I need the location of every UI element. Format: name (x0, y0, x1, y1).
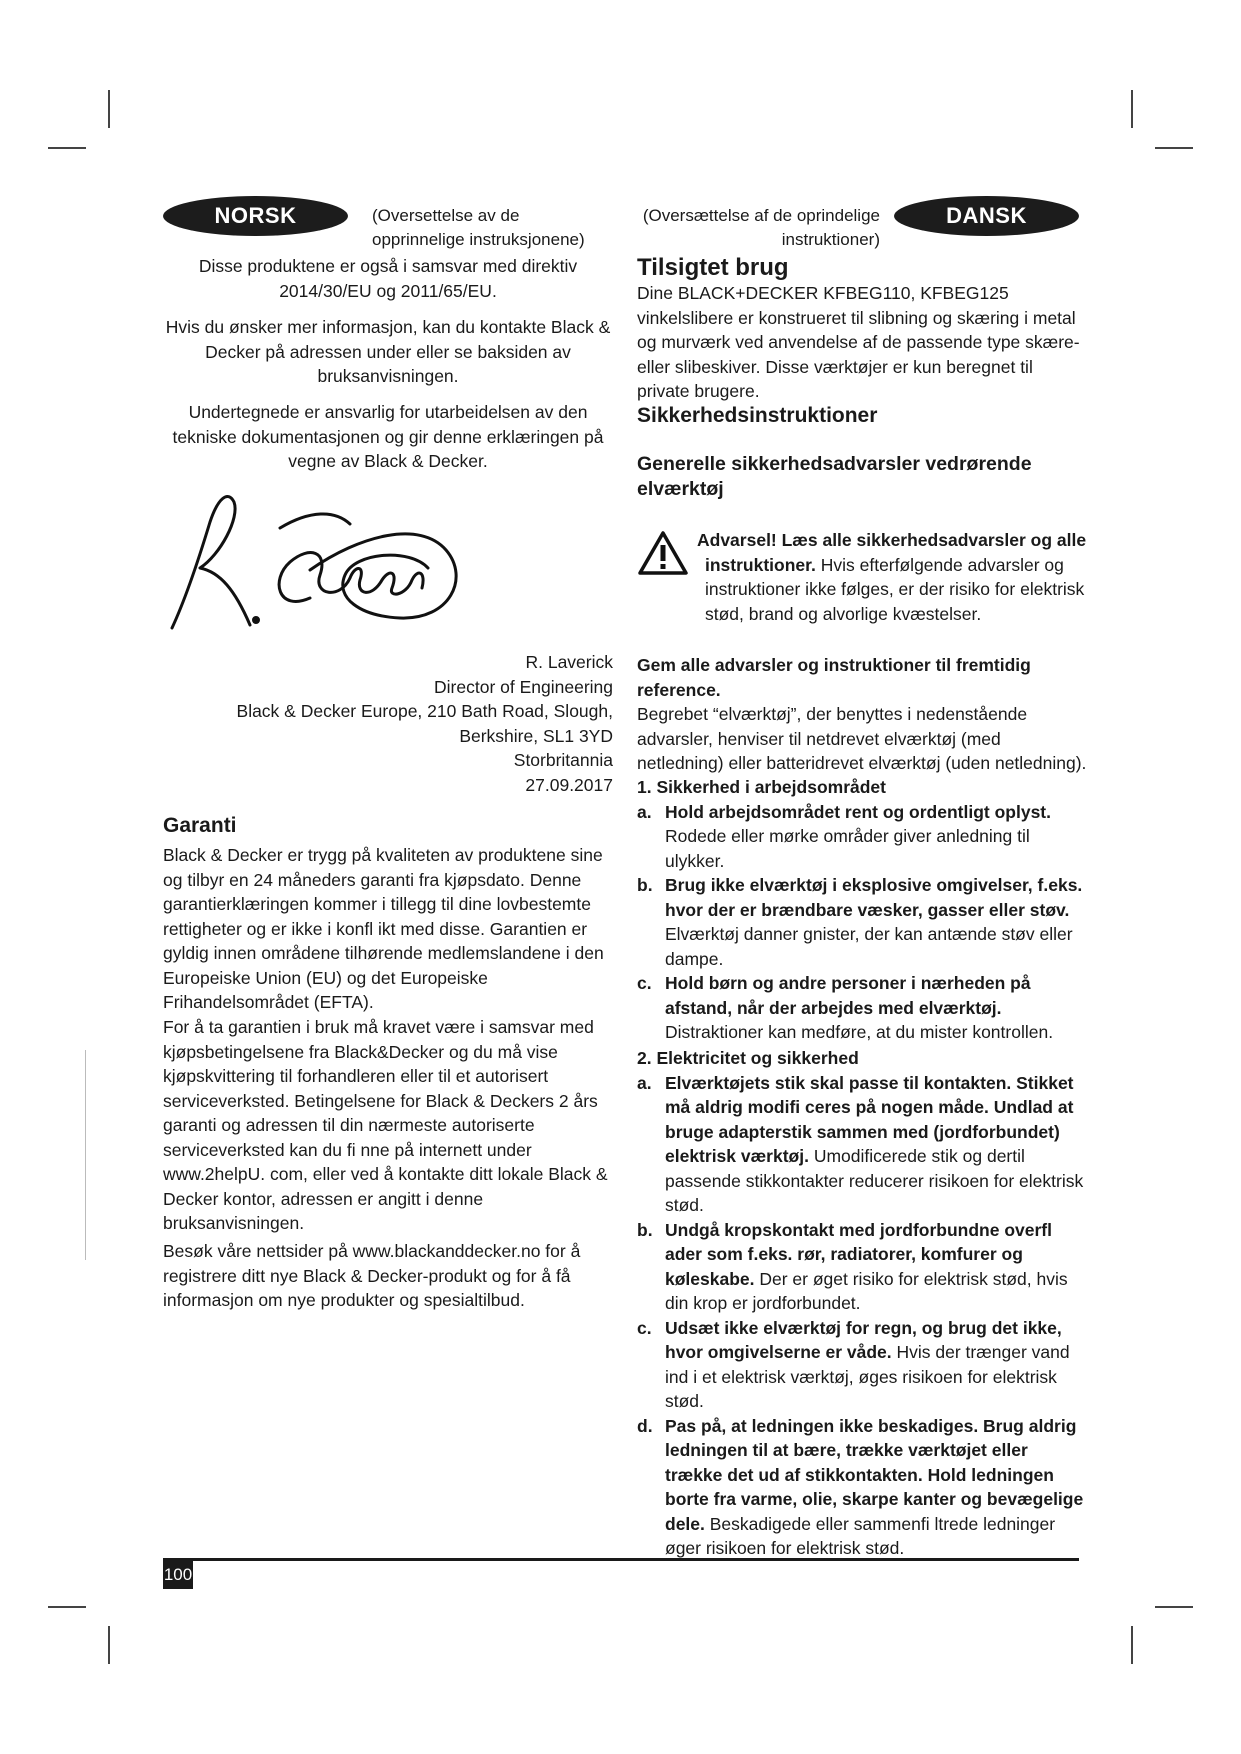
list-item: a. Elværktøjets stik skal passe til kontakten. Stikket må aldrig modifi ceres på nogen måde. Undlad at bruge adapterstik sammen med (jordforbundet) elektrisk værktøj. Umodificerede stik og dertil passende stikkontakter reducerer risikoen for elektrisk stød. (637, 1072, 1084, 1215)
signature-image (160, 480, 470, 640)
list-item: a. Hold arbejdsområdet rent og ordentligt oplyst. Rodede eller mørke områder giver anledning til ulykker. (637, 801, 1051, 871)
signatory-region: Berkshire, SL1 3YD (459, 725, 613, 746)
warranty-paragraph-3: Besøk våre nettsider på www.blackanddecker.no for å registrere ditt nye Black & Decker-produkt og for å få informasjon om nye produkter og spesialtilbud. (163, 1241, 581, 1310)
crop-mark (1131, 1626, 1133, 1664)
warning-paragraph (697, 528, 1097, 626)
crop-mark (1131, 90, 1133, 128)
signatory-date: 27.09.2017 (525, 774, 613, 795)
signatory-address: Black & Decker Europe, 210 Bath Road, Slough, (236, 701, 613, 721)
margin-mark (85, 1050, 86, 1260)
translation-note-dansk: (Oversættelse af de oprindelige instruktioner) (642, 206, 880, 249)
warning-triangle-icon (637, 530, 689, 576)
crop-mark (108, 1626, 110, 1664)
signatory-name: R. Laverick (525, 652, 613, 672)
warning-bold: Advarsel! Læs alle sikkerhedsadvarsler og alle instruktioner. (697, 530, 1087, 575)
warranty-paragraph-2: For å ta garantien i bruk må kravet være i samsvar med kjøpsbetingelsene fra Black&Decker og du må vise kjøpskvittering til forhandleren eller til et autorisert serviceverksted. Betingelsene for Black & Deckers 2 års garanti og adressen til din nærmeste autoriserte serviceverksted kan du fi nne på internett under www.2helpU. com, eller ved å kontakte ditt lokale Black & Decker kontor, adressen er angitt i denne bruksanvisningen. (163, 1017, 608, 1233)
signatory-title: Director of Engineering (434, 676, 613, 697)
directive-paragraph: Disse produktene er også i samsvar med direktiv 2014/30/EU og 2011/65/EU. (198, 256, 578, 301)
list-item: c. Udsæt ikke elværktøj for regn, og brug det ikke, hvor omgivelserne er våde. Hvis der trænger vand ind i et elektrisk værktøj, øges risikoen for elektrisk stød. (637, 1317, 1070, 1411)
page-number: 100 (163, 1561, 193, 1589)
language-badge-dansk: DANSK (894, 196, 1079, 236)
warranty-heading: Garanti (163, 814, 237, 837)
section-1-title: 1. Sikkerhed i arbejdsområdet (637, 777, 886, 797)
warranty-paragraph-1: Black & Decker er trygg på kvaliteten av produktene sine og tilbyr en 24 måneders garanti fra kjøpsdato. Denne garantierklæringen kommer i tillegg til dine lovbestemte rettigheter og er ikke i konfl ikt med disse. Garantien er gyldig innen områdene tilhørende medlemslandene i den Europeiske Union (EU) og det Europeiske Frihandelsområdet (EFTA). (163, 845, 604, 1012)
responsibility-paragraph: Undertegnede er ansvarlig for utarbeidelsen av den tekniske dokumentasjonen og gir denne erklæringen på vegne av Black & Decker. (172, 402, 604, 471)
save-bold: Gem alle advarsler og instruktioner til fremtidig reference. (637, 655, 1031, 700)
crop-mark (1155, 1606, 1193, 1608)
crop-mark (1155, 147, 1193, 149)
general-safety-heading: Generelle sikkerhedsadvarsler vedrørende elværktøj (637, 453, 1032, 500)
footer-rule (163, 1558, 1079, 1561)
crop-mark (108, 90, 110, 128)
language-badge-norsk: NORSK (163, 196, 348, 236)
warning-text: Hvis efterfølgende advarsler og instruktioner ikke følges, er der risiko for elektrisk stød, brand og alvorlige kvæstelser. (705, 554, 1085, 624)
list-item: b. Brug ikke elværktøj i eksplosive omgivelser, f.eks. hvor der er brændbare væsker, gasser eller støv. Elværktøj danner gnister, der kan antænde støv eller dampe. (637, 875, 1083, 969)
save-text: Begrebet “elværktøj”, der benyttes i nedenstående advarsler, henviser til netdrevet elværktøj (med netledning) eller batteridrevet elværktøj (uden netledning). (637, 704, 1087, 773)
list-item: d. Pas på, at ledningen ikke beskadiges. Brug aldrig ledningen til at bære, trække værktøjet eller trække det ud af stikkontakten. Hold ledningen borte fra varme, olie, skarpe kanter og bevægelige dele. Beskadigede eller sammenfi ltrede ledninger øger risikoen for elektrisk stød. (637, 1415, 1084, 1558)
save-warnings-paragraph (637, 653, 1089, 776)
section-2-title: 2. Elektricitet og sikkerhed (637, 1048, 859, 1068)
signatory-block (163, 650, 613, 797)
section-electric-safety (637, 1046, 1089, 1561)
intended-use-text: Dine BLACK+DECKER KFBEG110, KFBEG125 vinkelslibere er konstrueret til slibning og skæring i metal og murværk ved anvendelse af de passende type skære- eller slibeskiver. Disse værktøjer er kun beregnet til private brugere. (637, 283, 1080, 401)
safety-heading: Sikkerhedsinstruktioner (637, 404, 878, 427)
list-item: c. Hold børn og andre personer i nærheden på afstand, når der arbejdes med elværktøj. Distraktioner kan medføre, at du mister kontrollen. (637, 973, 1054, 1042)
list-item: b. Undgå kropskontakt med jordforbundne overfl ader som f.eks. rør, radiatorer, komfurer og køleskabe. Der er øget risiko for elektrisk stød, hvis din krop er jordforbundet. (637, 1219, 1068, 1313)
signatory-country: Storbritannia (513, 750, 613, 770)
translation-note-norsk: (Oversettelse av de opprinnelige instruksjonene) (372, 206, 585, 249)
info-paragraph: Hvis du ønsker mer informasjon, kan du kontakte Black & Decker på adressen under eller se baksiden av bruksanvisningen. (165, 317, 611, 386)
section-work-area (637, 775, 1089, 1045)
intended-use-heading: Tilsigtet brug (637, 254, 789, 281)
crop-mark (48, 1606, 86, 1608)
crop-mark (48, 147, 86, 149)
